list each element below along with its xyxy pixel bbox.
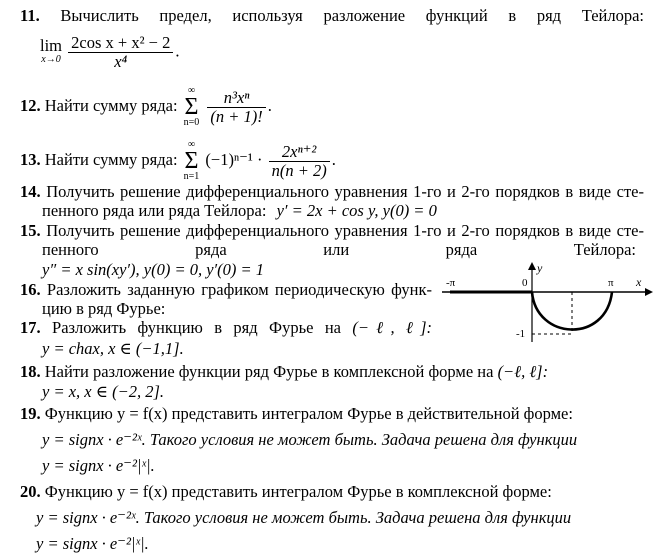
problem-13-line	[20, 140, 336, 182]
problem-text: Найти сумму ряда:	[44, 95, 178, 115]
ode-formula: y′ = 2x + cos y, y(0) = 0	[276, 201, 437, 220]
problem-12-line	[20, 86, 272, 128]
tail: .	[144, 534, 149, 553]
problem-11-line	[20, 6, 644, 26]
problem-15-line-1	[20, 221, 644, 241]
problem-number: 11.	[20, 6, 40, 25]
sign-factor: (−1)ⁿ⁻¹ ·	[205, 149, 263, 169]
problem-16-line-1	[20, 280, 432, 300]
sum-top: ∞	[187, 85, 196, 96]
problem-18-formula	[42, 382, 164, 402]
tick-zero: 0	[522, 277, 528, 289]
tick-neg-pi: -π	[446, 277, 456, 289]
fraction-numerator: n³xⁿ	[207, 89, 265, 108]
function-formula-corrected: y = signx · e⁻²|ˣ|	[42, 456, 151, 475]
ode-formula: y″ = x sin(xy′), y(0) = 0, y′(0) = 1	[42, 260, 265, 279]
tail: .	[331, 149, 336, 169]
problem-number: 18.	[20, 362, 41, 381]
problem-20-line	[20, 482, 552, 502]
limit-formula	[40, 34, 179, 71]
tail: .	[267, 95, 272, 115]
function-formula: y = signx · e⁻²ˣ	[42, 430, 142, 449]
x-label: x	[636, 275, 642, 289]
problem-text: Разложить заданную графиком периодическую функ-	[46, 280, 433, 299]
problem-text: пенного ряда или ряда Тейлора:	[42, 201, 267, 220]
problem-18-line	[20, 362, 548, 382]
tick-neg-one: -1	[516, 328, 526, 340]
function-formula: y = chax, x ∈ (−1,1].	[42, 339, 184, 358]
problem-number: 13.	[20, 149, 41, 169]
x-axis-arrow	[645, 288, 653, 296]
sum-symbol: ∞ Σ n=1	[183, 139, 200, 182]
y-axis-arrow	[528, 262, 536, 270]
y-label: y	[537, 262, 543, 275]
problem-number: 16.	[20, 280, 41, 299]
problem-text: пенного ряда или ряда Тейлора:	[42, 240, 636, 259]
lim-label: lim	[40, 35, 63, 55]
problem-15-line-2	[42, 240, 636, 260]
problem-number: 19.	[20, 404, 41, 423]
problem-number: 20.	[20, 482, 41, 501]
problem-19-line	[20, 404, 573, 424]
problem-text: Функцию y = f(x) представить интегралом Фурье в действительной форме:	[44, 404, 573, 423]
sum-bottom: n=0	[183, 117, 200, 128]
problem-15-formula	[42, 260, 264, 280]
sum-symbol: ∞ Σ n=0	[183, 85, 200, 128]
sum-top: ∞	[187, 139, 196, 150]
periodic-function-graph	[440, 262, 655, 344]
fraction-numerator: 2xⁿ⁺²	[269, 143, 330, 162]
tail: .	[150, 456, 155, 475]
tail: .	[175, 41, 180, 61]
problem-number: 15.	[20, 221, 41, 240]
note-text: . Такого условия не может быть. Задача решена для функции	[141, 430, 578, 449]
problem-19-note	[42, 430, 577, 450]
function-formula-corrected: y = signx · e⁻²|ˣ|	[36, 534, 145, 553]
fraction-denominator: (n + 1)!	[210, 106, 263, 126]
problem-20-formula-2	[36, 534, 149, 554]
interval: (−ℓ, ℓ]:	[497, 362, 549, 381]
lim-sub: x→0	[41, 53, 61, 65]
problem-number: 14.	[20, 182, 41, 201]
problem-16-line-2	[42, 299, 165, 319]
problem-17-formula	[42, 339, 184, 359]
fraction-denominator: x⁴	[114, 52, 128, 71]
problem-17-line	[20, 318, 432, 338]
problem-text: Найти сумму ряда:	[44, 149, 178, 169]
tick-pi: π	[608, 277, 614, 289]
problem-text: Получить решение дифференциального уравнения 1-го и 2-го порядков в виде сте-	[46, 182, 645, 201]
problem-text: Найти разложение функции ряд Фурье в комплексной форме на	[44, 362, 494, 381]
fraction-denominator: n(n + 2)	[271, 160, 327, 180]
problem-number: 12.	[20, 95, 41, 115]
problem-19-formula-2	[42, 456, 155, 476]
problem-text: Разложить функцию в ряд Фурье на	[52, 318, 341, 337]
problem-text: Функцию y = f(x) представить интегралом Фурье в комплексной форме:	[44, 482, 552, 501]
problem-text: Вычислить предел, используя разложение функций в ряд Тейлора:	[60, 6, 644, 25]
problem-14-line-2	[42, 201, 437, 221]
function-formula: y = signx · e⁻²ˣ	[36, 508, 136, 527]
problem-14-line-1	[20, 182, 644, 202]
problem-number: 17.	[20, 318, 41, 337]
note-text: . Такого условия не может быть. Задача решена для функции	[135, 508, 572, 527]
interval: (−ℓ, ℓ]:	[352, 318, 433, 337]
problem-20-note	[36, 508, 571, 528]
fraction-numerator: 2cos x + x² − 2	[68, 34, 173, 53]
problem-text: цию в ряд Фурье:	[42, 299, 166, 318]
function-formula: y = x, x ∈ (−2, 2].	[42, 382, 164, 401]
sum-bottom: n=1	[183, 171, 200, 182]
problem-text: Получить решение дифференциального уравнения 1-го и 2-го порядков в виде сте-	[46, 221, 645, 240]
